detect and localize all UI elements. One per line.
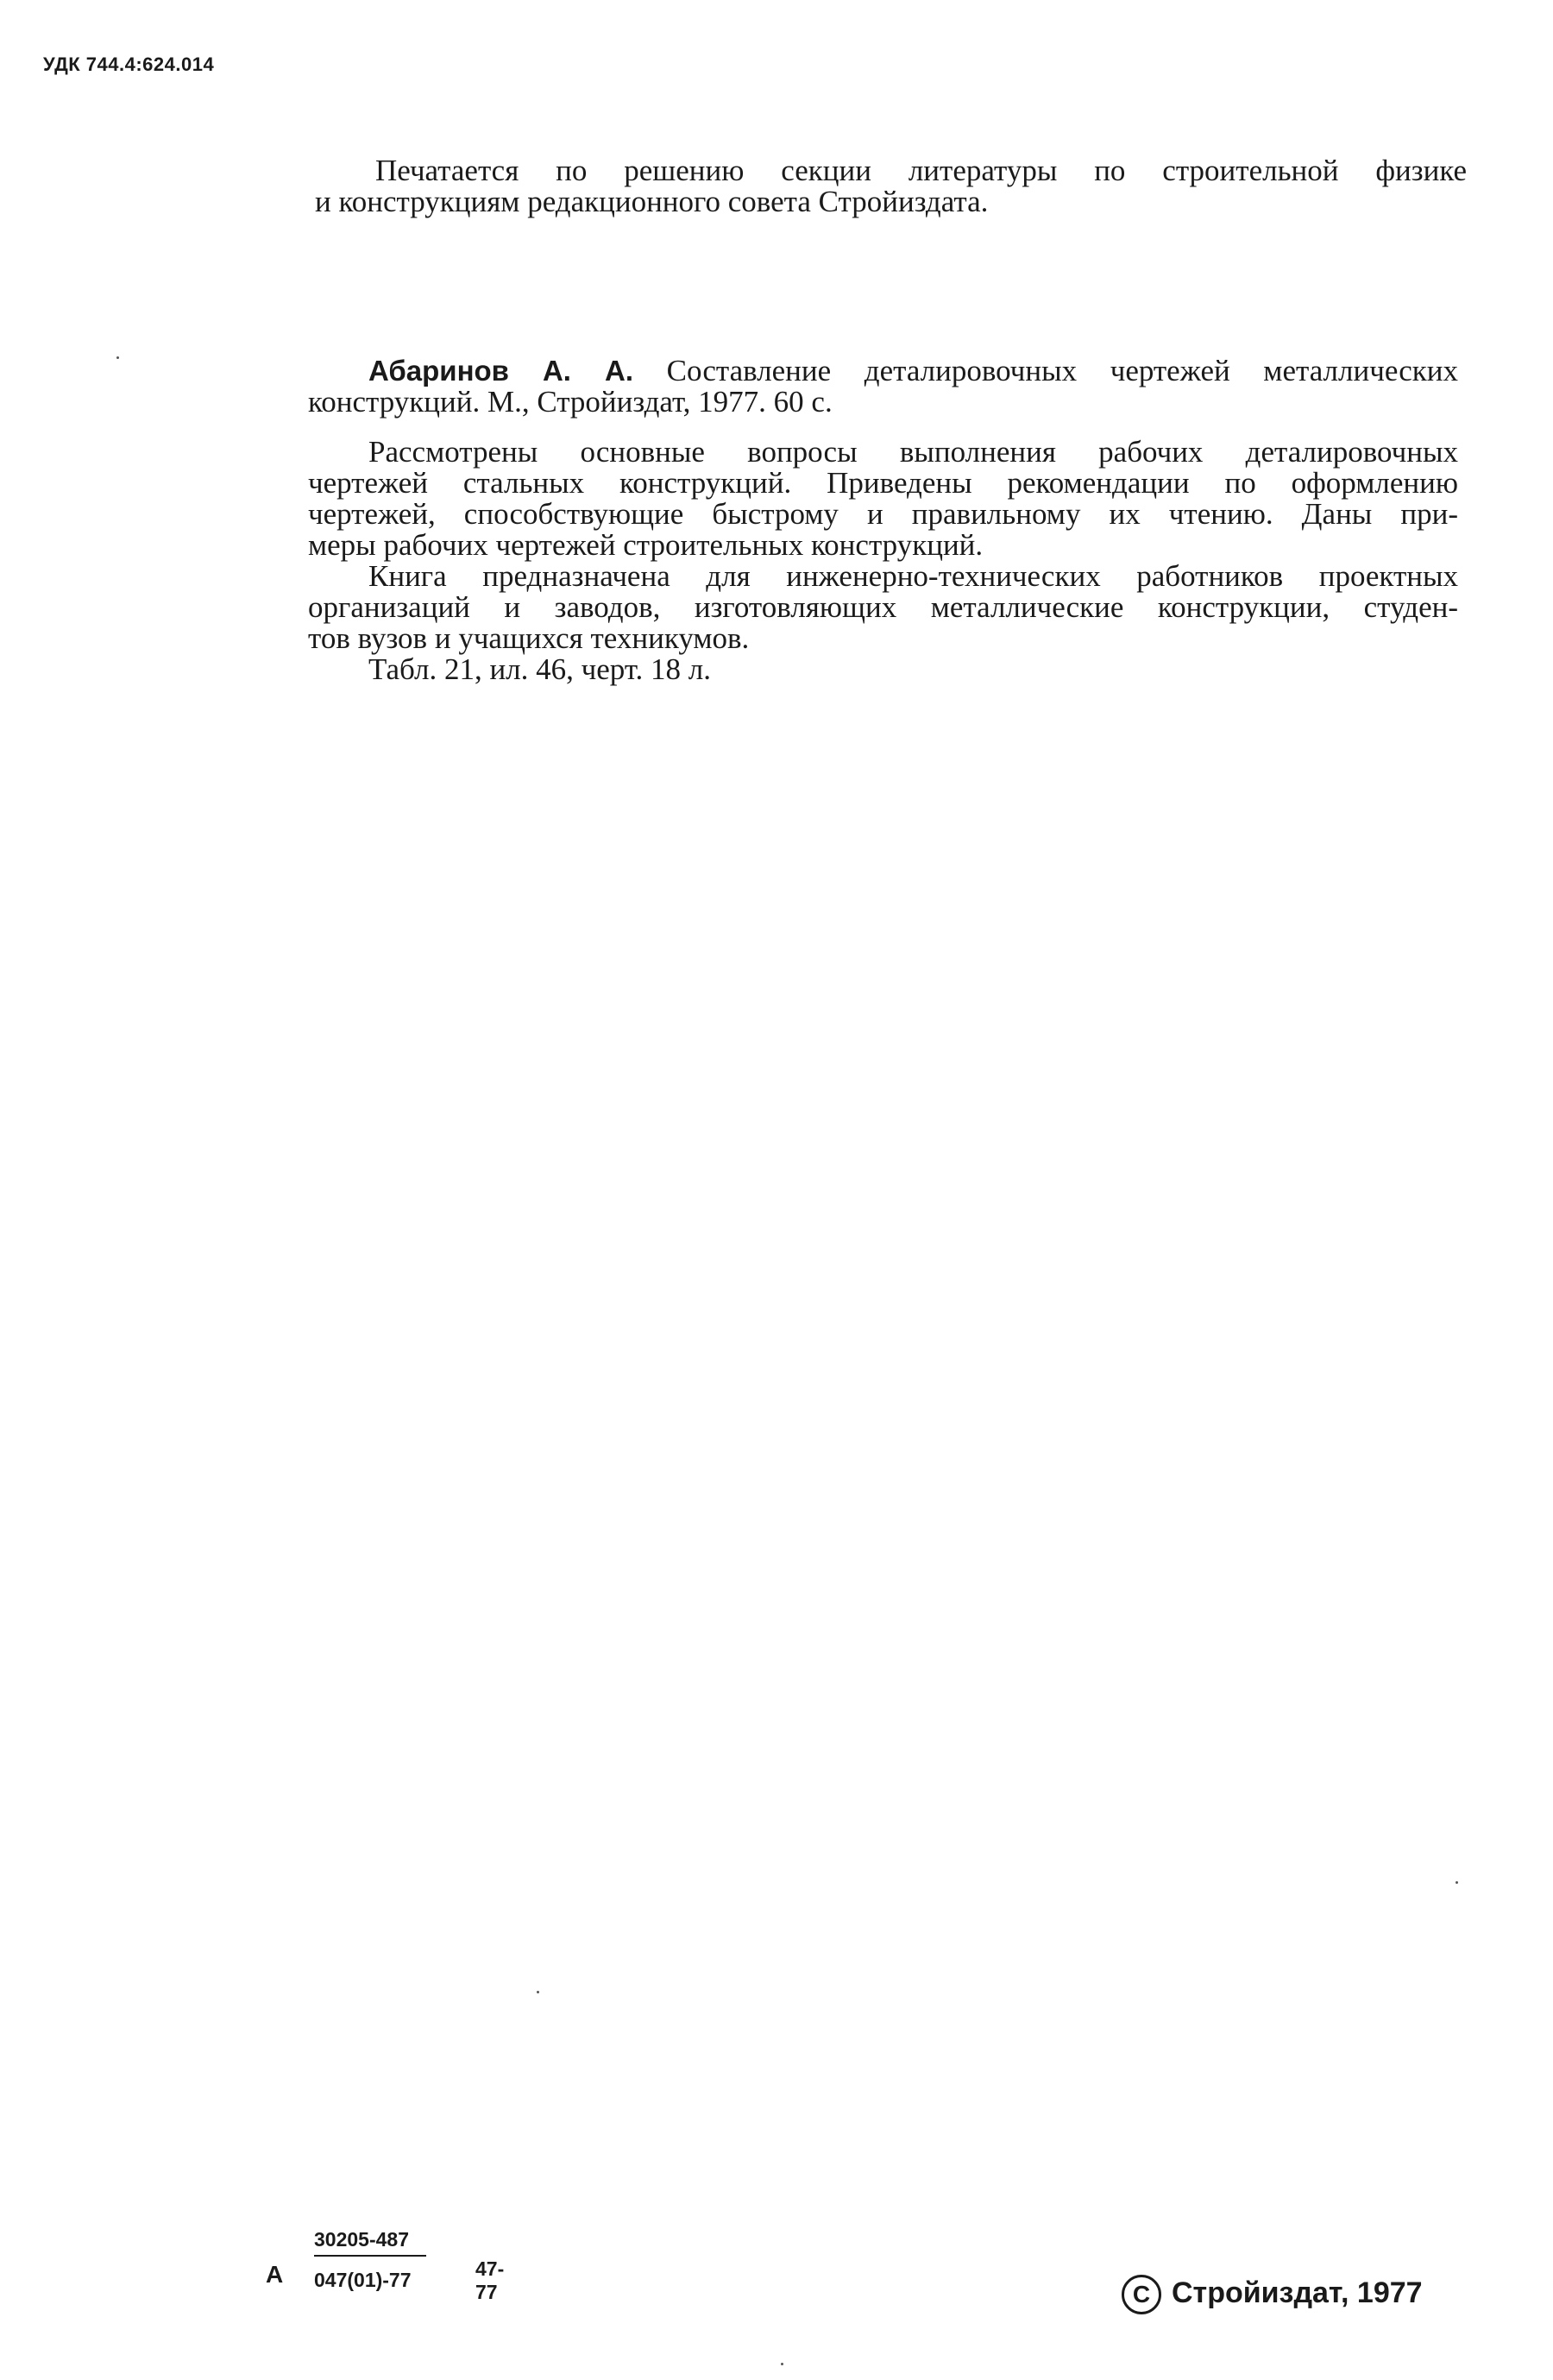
publication-note xyxy=(315,155,1467,217)
index-fraction xyxy=(314,2228,426,2292)
index-suffix: 47-77 xyxy=(475,2257,505,2303)
print-speck xyxy=(537,1991,539,1993)
print-speck xyxy=(1456,1881,1458,1884)
index-denominator: 047(01)-77 xyxy=(314,2269,412,2291)
book-title-start: Составление деталировочных чертежей металлических xyxy=(666,354,1458,387)
publication-note-line-1: Печатается по решению секции литературы по строительной физике xyxy=(375,154,1467,187)
publication-note-line-2: и конструкциям редакционного совета Стройиздата. xyxy=(315,185,989,218)
bibliographic-entry-line-2: конструкций. М., Стройиздат, 1977. 60 с. xyxy=(308,385,833,419)
copyright-icon: C xyxy=(1122,2275,1161,2314)
copyright-notice xyxy=(1122,2275,1423,2314)
author-name: Абаринов А. А. xyxy=(368,355,633,387)
abstract-line-3: чертежей, способствующие быстрому и правильному их чтению. Даны при- xyxy=(308,497,1458,531)
index-numerator: 30205-487 xyxy=(314,2228,426,2257)
audience-line-1: Книга предназначена для инженерно-технических работников проектных xyxy=(368,559,1458,593)
bibliographic-annotation xyxy=(308,356,1458,685)
abstract-line-4: меры рабочих чертежей строительных конструкций. xyxy=(308,528,984,562)
index-letter: А xyxy=(266,2261,284,2288)
copyright-text: Стройиздат, 1977 xyxy=(1172,2276,1423,2309)
print-speck xyxy=(116,356,119,359)
bibliographic-entry-line-1 xyxy=(308,356,1458,387)
abstract-line-1: Рассмотрены основные вопросы выполнения рабочих деталировочных xyxy=(368,435,1458,469)
abstract-line-2: чертежей стальных конструкций. Приведены рекомендации по оформлению xyxy=(308,466,1458,500)
print-speck xyxy=(781,2363,783,2365)
audience-line-3: тов вузов и учащихся техникумов. xyxy=(308,621,750,655)
book-stats: Табл. 21, ил. 46, черт. 18 л. xyxy=(368,652,711,686)
udk-code: УДК 744.4:624.014 xyxy=(43,54,215,75)
audience-line-2: организаций и заводов, изготовляющих металлические конструкции, студен- xyxy=(308,590,1458,624)
